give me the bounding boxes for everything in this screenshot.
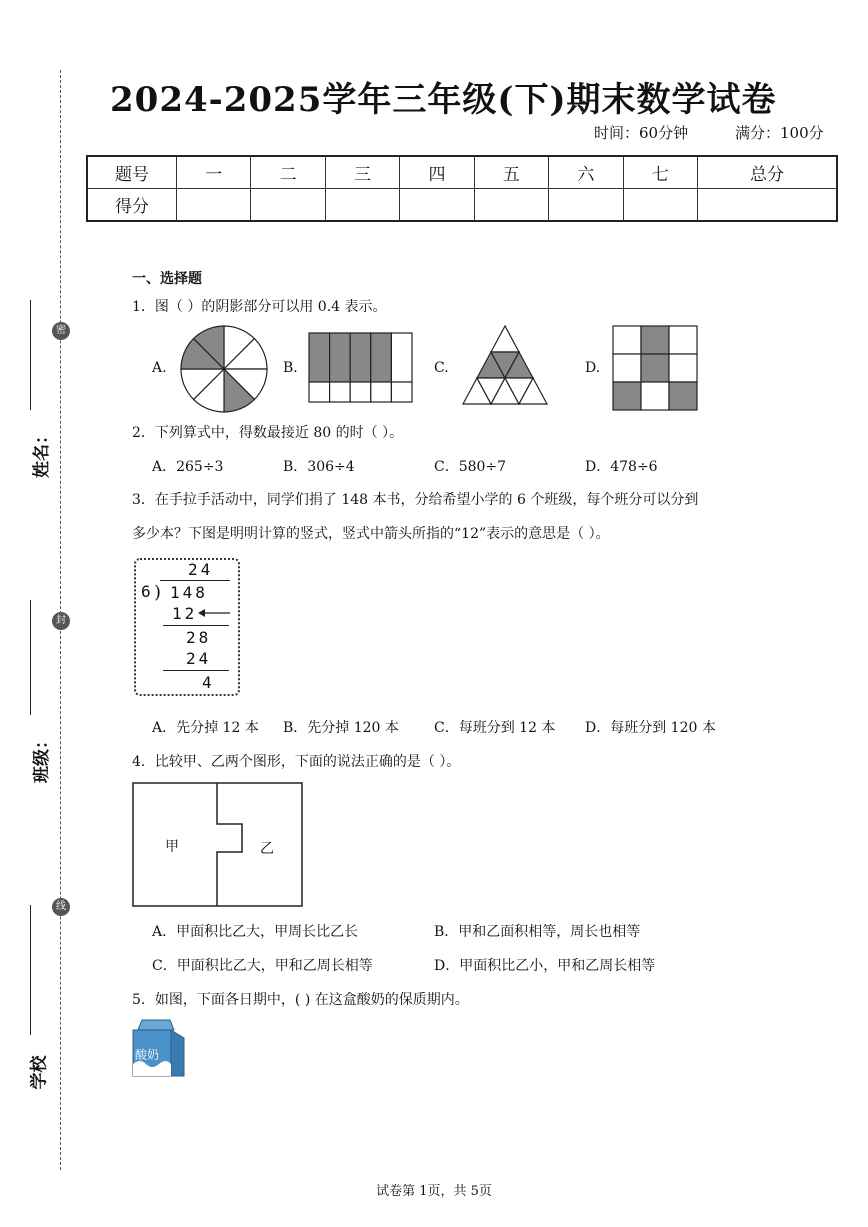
score-cell[interactable] [177, 189, 251, 222]
q1-figure-c-triangle [458, 324, 552, 408]
table-cell: 七 [623, 156, 697, 189]
q2-option-a: A．265÷3 [152, 459, 224, 475]
division-line-2 [163, 670, 229, 671]
table-cell: 二 [251, 156, 325, 189]
name-label: 姓名： [32, 427, 52, 478]
school-line [30, 905, 31, 1035]
question-3-stem-line2: 多少本？下图是明明计算的竖式，竖式中箭头所指的“12”表示的意思是（ ）。 [132, 526, 610, 542]
division-step3: 24 [186, 649, 212, 668]
table-cell: 一 [177, 156, 251, 189]
q3-option-c: C．每班分到 12 本 [434, 720, 556, 736]
score-table-header-row [87, 156, 837, 189]
q1-option-d-label: D. [585, 360, 601, 376]
division-bar [160, 580, 230, 581]
score-cell[interactable] [325, 189, 399, 222]
class-label: 班级： [32, 732, 52, 783]
section-heading: 一、选择题 [132, 271, 202, 287]
q1-option-c-label: C. [434, 360, 449, 376]
question-4-stem: 4．比较甲、乙两个图形，下面的说法正确的是（ ）。 [132, 754, 461, 770]
seal-mi: 密 [52, 322, 70, 340]
score-table [86, 155, 838, 222]
score-cell[interactable] [474, 189, 548, 222]
q3-option-b: B．先分掉 120 本 [283, 720, 399, 736]
q1-figure-b-rectangle [308, 332, 414, 404]
table-cell: 三 [325, 156, 399, 189]
shape-yi-label: 乙 [260, 841, 274, 857]
seal-xian: 线 [52, 898, 70, 916]
q4-option-a: A．甲面积比乙大，甲周长比乙长 [152, 924, 359, 940]
class-line [30, 600, 31, 715]
score-cell[interactable] [400, 189, 474, 222]
q4-option-d: D．甲面积比乙小，甲和乙周长相等 [434, 958, 656, 974]
q1-figure-d-grid [612, 325, 698, 411]
q4-option-c: C．甲面积比乙大，甲和乙周长相等 [152, 958, 373, 974]
school-label: 学校 [29, 1055, 50, 1090]
q3-option-a: A．先分掉 12 本 [152, 720, 259, 736]
division-divisor: 6 [141, 582, 154, 601]
q2-option-c: C．580÷7 [434, 459, 507, 475]
long-division-box [134, 558, 240, 696]
q3-option-d: D．每班分到 120 本 [585, 720, 716, 736]
carton-label: 酸奶 [135, 1048, 160, 1062]
question-5-stem: 5．如图，下面各日期中，( ) 在这盒酸奶的保质期内。 [132, 992, 469, 1008]
table-cell: 四 [400, 156, 474, 189]
division-step1: 12 [172, 604, 198, 623]
q2-option-d: D．478÷6 [585, 459, 658, 475]
table-cell: 题号 [87, 156, 177, 189]
q4-option-b: B．甲和乙面积相等，周长也相等 [434, 924, 641, 940]
question-1-stem: 1．图（ ）的阴影部分可以用 0.4 表示。 [132, 299, 387, 315]
division-line-1 [163, 625, 229, 626]
page-footer: 试卷第 1页，共 5页 [376, 1184, 492, 1199]
score-cell[interactable] [549, 189, 623, 222]
name-line [30, 300, 31, 410]
q1-figure-a-circle [178, 325, 270, 413]
division-step2: 28 [186, 628, 212, 647]
q2-option-b: B．306÷4 [283, 459, 355, 475]
score-cell[interactable] [697, 189, 837, 222]
division-bracket: ) [154, 582, 162, 603]
score-table-score-row [87, 189, 837, 222]
q4-shapes-figure [132, 782, 304, 908]
q1-option-b-label: B. [283, 360, 298, 376]
table-cell: 总分 [697, 156, 837, 189]
score-cell[interactable] [251, 189, 325, 222]
q1-option-a-label: A. [152, 360, 167, 376]
table-cell: 五 [474, 156, 548, 189]
score-cell[interactable] [623, 189, 697, 222]
question-2-stem: 2．下列算式中，得数最接近 80 的时（ ）。 [132, 425, 404, 441]
shape-jia-label: 甲 [165, 839, 179, 855]
table-cell: 六 [549, 156, 623, 189]
question-3-stem-line1: 3．在手拉手活动中，同学们捐了 148 本书，分给希望小学的 6 个班级，每个班分可以分到 [132, 492, 699, 508]
division-quotient: 24 [188, 560, 214, 579]
seal-feng: 封 [52, 612, 70, 630]
arrow-icon [198, 606, 232, 620]
exam-time: 时间：60分钟 [594, 124, 689, 142]
exam-full-score: 满分：100分 [735, 124, 824, 142]
division-dividend: 148 [170, 583, 208, 602]
division-remainder: 4 [202, 673, 215, 692]
page-title: 2024-2025学年三年级(下)期末数学试卷 [110, 80, 777, 120]
table-cell: 得分 [87, 189, 177, 222]
